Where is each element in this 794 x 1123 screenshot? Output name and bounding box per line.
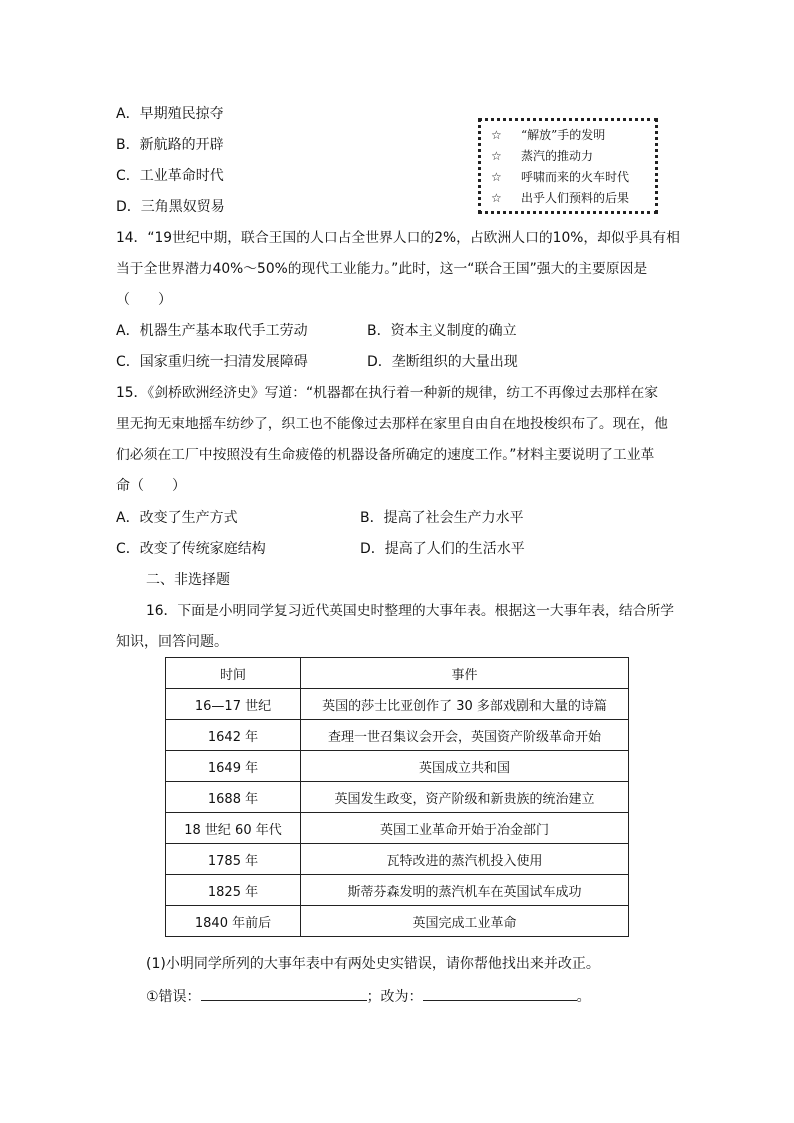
q15-option-b: B．提高了社会生产力水平 <box>360 510 524 526</box>
table-row <box>166 782 629 813</box>
q15-stem-line: 们必须在工厂中按照没有生命疲倦的机器设备所确定的速度工作。”材料主要说明了工业革 <box>116 447 655 463</box>
q14-stem-line: 14．“19世纪中期，联合王国的人口占全世界人口的2%，占欧洲人口的10%，却似乎具有相 <box>116 230 680 246</box>
table-cell-event: 英国工业革命开始于冶金部门 <box>301 813 629 844</box>
q14-option-b: B．资本主义制度的确立 <box>367 323 517 339</box>
correction-label: ；改为： <box>366 989 423 1005</box>
table-cell-time: 1825 年 <box>166 875 301 906</box>
topic-item: ☆ 呼啸而来的火车时代 <box>491 170 630 184</box>
events-table <box>165 657 629 937</box>
table-cell-event: 瓦特改进的蒸汽机投入使用 <box>301 844 629 875</box>
topic-item: ☆ 蒸汽的推动力 <box>491 149 594 163</box>
q14-stem-line: （ ） <box>116 292 172 308</box>
table-cell-event: 英国完成工业革命 <box>301 906 629 937</box>
table-cell-time: 18 世纪 60 年代 <box>166 813 301 844</box>
q15-option-a: A．改变了生产方式 <box>116 510 238 526</box>
q15-option-d: D．提高了人们的生活水平 <box>360 541 525 557</box>
q13-option-b: B．新航路的开辟 <box>116 137 224 153</box>
table-row <box>166 875 629 906</box>
table-header-cell: 事件 <box>301 658 629 689</box>
q16-stem-line: 知识，回答问题。 <box>116 634 228 650</box>
table-row <box>166 906 629 937</box>
q14-option-c: C．国家重归统一扫清发展障碍 <box>116 354 308 370</box>
table-cell-time: 16—17 世纪 <box>166 689 301 720</box>
section-title: 二、非选择题 <box>146 572 230 588</box>
q15-stem-line: 命（ ） <box>116 478 186 494</box>
table-header-cell: 时间 <box>166 658 301 689</box>
q14-stem-line: 当于全世界潜力40%～50%的现代工业能力。”此时，这一“联合王国”强大的主要原因是 <box>116 261 648 277</box>
table-row <box>166 720 629 751</box>
topic-box <box>478 118 658 214</box>
table-cell-event: 查理一世召集议会开会，英国资产阶级革命开始 <box>301 720 629 751</box>
topic-item: ☆ “解放”手的发明 <box>491 128 606 142</box>
star-icon: ☆ <box>491 191 502 205</box>
table-cell-time: 1688 年 <box>166 782 301 813</box>
table-header-row <box>166 658 629 689</box>
q13-option-d: D．三角黑奴贸易 <box>116 199 225 215</box>
q15-stem-line: 里无拘无束地摇车纺纱了，织工也不能像过去那样在家里自由自在地投梭织布了。现在，他 <box>116 416 668 432</box>
q15-stem-line: 15．《剑桥欧洲经济史》写道：“机器都在执行着一种新的规律，纺工不再像过去那样在家 <box>116 385 659 401</box>
answer-line <box>146 986 591 1006</box>
table-cell-event: 英国的莎士比亚创作了 30 多部戏剧和大量的诗篇 <box>301 689 629 720</box>
table-cell-time: 1840 年前后 <box>166 906 301 937</box>
table-row <box>166 813 629 844</box>
table-cell-time: 1642 年 <box>166 720 301 751</box>
table-row <box>166 751 629 782</box>
table-cell-time: 1649 年 <box>166 751 301 782</box>
line-end: 。 <box>576 989 591 1005</box>
star-icon: ☆ <box>491 128 502 142</box>
table-row <box>166 844 629 875</box>
error-label: ①错误： <box>146 989 201 1005</box>
table-cell-time: 1785 年 <box>166 844 301 875</box>
topic-item: ☆ 出乎人们预料的后果 <box>491 191 630 205</box>
q14-option-d: D．垄断组织的大量出现 <box>367 354 518 370</box>
q15-option-c: C．改变了传统家庭结构 <box>116 541 266 557</box>
error-answer-blank[interactable] <box>201 986 367 1001</box>
table-cell-event: 斯蒂芬森发明的蒸汽机车在英国试车成功 <box>301 875 629 906</box>
q13-option-c: C．工业革命时代 <box>116 168 224 184</box>
star-icon: ☆ <box>491 170 502 184</box>
table-cell-event: 英国发生政变，资产阶级和新贵族的统治建立 <box>301 782 629 813</box>
q13-option-a: A．早期殖民掠夺 <box>116 106 224 122</box>
table-cell-event: 英国成立共和国 <box>301 751 629 782</box>
star-icon: ☆ <box>491 149 502 163</box>
q16-stem-line: 16．下面是小明同学复习近代英国史时整理的大事年表。根据这一大事年表，结合所学 <box>146 603 675 619</box>
correction-answer-blank[interactable] <box>423 986 577 1001</box>
q14-option-a: A．机器生产基本取代手工劳动 <box>116 323 308 339</box>
q16-sub-question: (1)小明同学所列的大事年表中有两处史实错误，请你帮他找出来并改正。 <box>146 956 600 972</box>
table-row <box>166 689 629 720</box>
